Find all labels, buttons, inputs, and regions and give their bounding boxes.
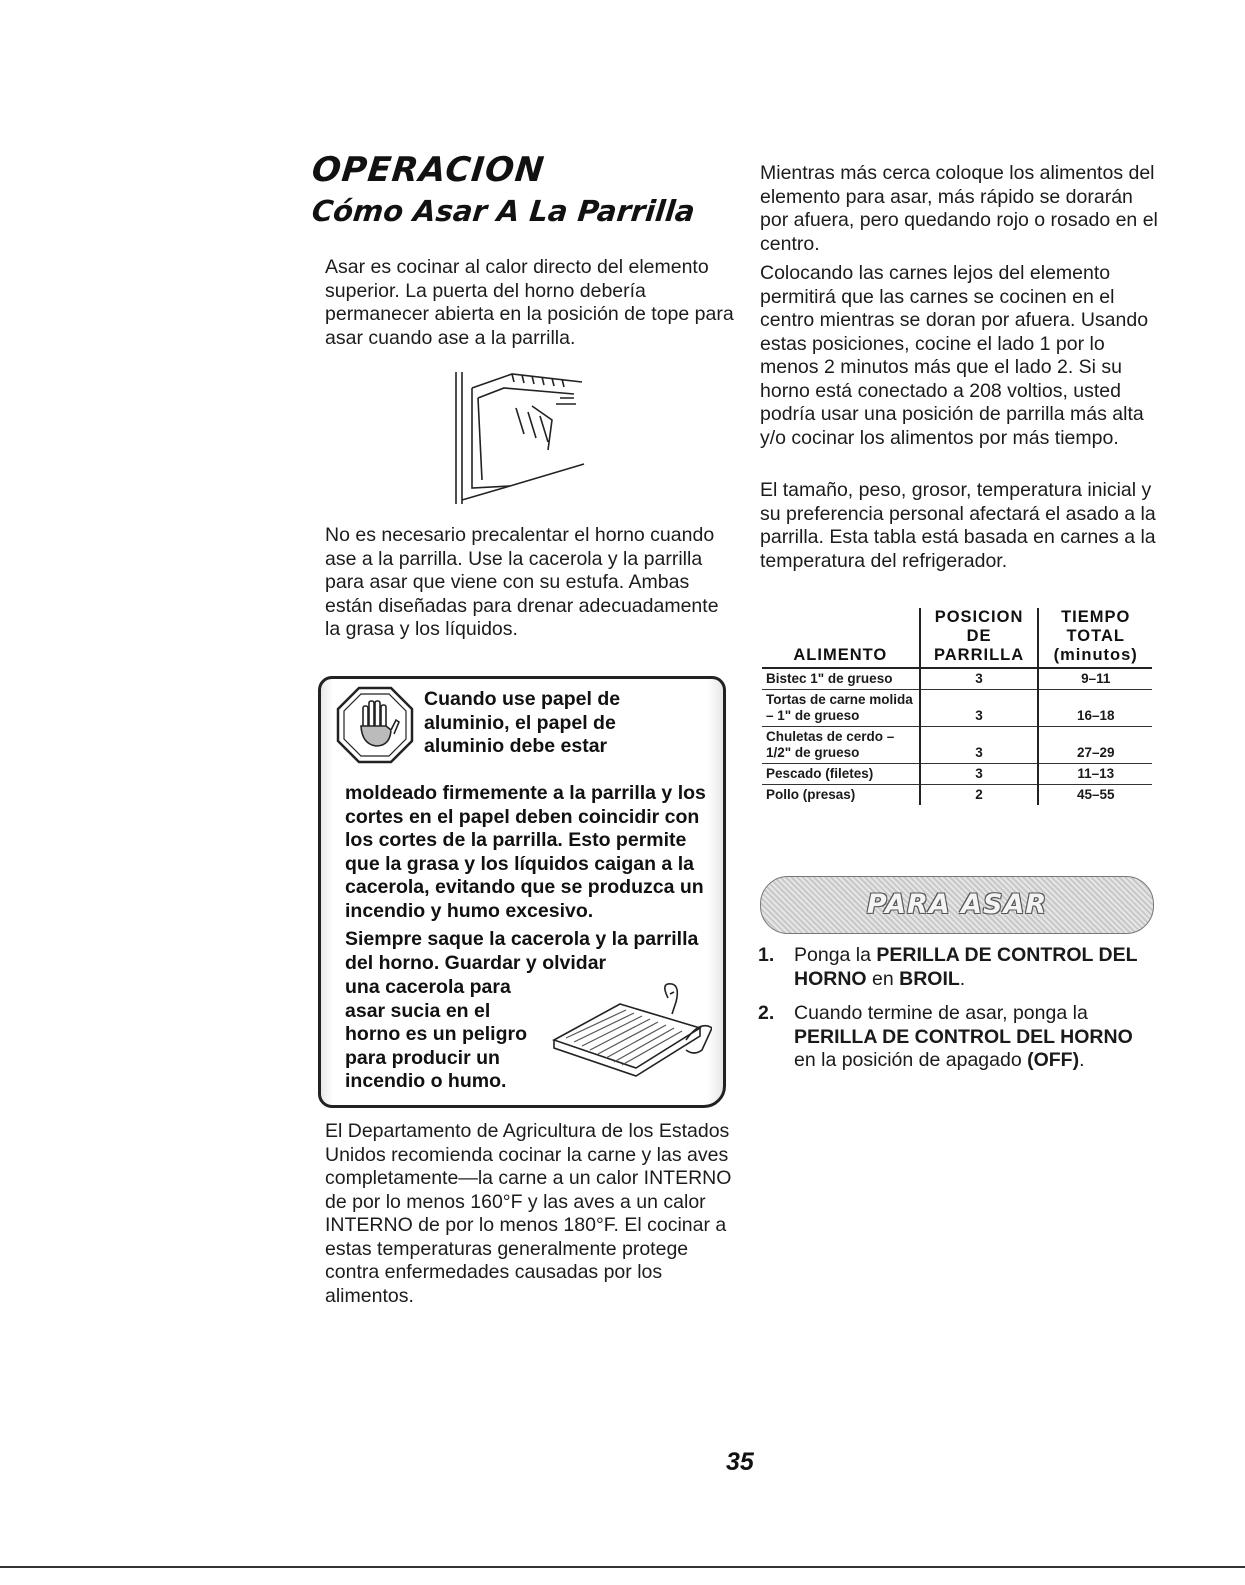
food-cell: Bistec 1" de grueso	[762, 668, 920, 690]
preheat-paragraph: No es necesario precalentar el horno cuando ase a la parrilla. Use la cacerola y la parrilla para asar que viene con su estufa. Ambas están diseñadas para drenar adecuadamente la grasa y los líquidos.	[325, 524, 719, 640]
control-knob-label: PERILLA DE CONTROL DEL HORNO	[794, 1025, 1133, 1048]
distance-close-paragraph: Mientras más cerca coloque los alimentos del elemento para asar, más rápido se dorarán por afuera, pero quedando rojo o rosado en el centro.	[760, 162, 1158, 255]
time-cell: 9–11	[1038, 668, 1152, 690]
step-number: 1.	[758, 944, 775, 966]
column-header-time: TIEMPO TOTAL (minutos)	[1038, 608, 1152, 668]
position-cell: 2	[920, 785, 1039, 806]
broil-time-table	[762, 608, 1152, 805]
time-cell: 16–18	[1038, 690, 1152, 727]
broil-pan-illustration	[550, 980, 712, 1080]
step-text-part: en	[866, 967, 900, 990]
step-2	[758, 1002, 1158, 1102]
step-number: 2.	[758, 1002, 775, 1024]
column-header-food: ALIMENTO	[793, 646, 888, 664]
section-heading: OPERACION	[309, 150, 547, 190]
table-row	[762, 764, 1152, 785]
position-cell: 3	[920, 690, 1039, 727]
position-cell: 3	[920, 727, 1039, 764]
step-text-part: .	[959, 967, 966, 990]
page-title: Cómo Asar A La Parrilla	[310, 194, 697, 228]
step-1	[758, 944, 1158, 996]
step-text-part: en la posición de apagado	[794, 1049, 1028, 1071]
food-cell: Pescado (filetes)	[762, 764, 920, 785]
usda-paragraph: El Departamento de Agricultura de los Estados Unidos recomienda cocinar la carne y las aves completamente—la carne a un calor INTERNO de por lo menos 160°F y las aves a un calor INTERNO de por lo menos 180°F. El cocinar a estas temperaturas generalmente protege contra enfermedades causadas por los alimentos.	[325, 1120, 732, 1307]
warning-text-4: una cacerola para asar sucia en el horno es un peligro para producir un incendio o humo.	[345, 976, 528, 1092]
oven-door-illustration	[452, 368, 592, 508]
table-header-row	[762, 608, 1152, 668]
factors-paragraph: El tamaño, peso, grosor, temperatura inicial y su preferencia personal afectará el asado a la parrilla. Esta tabla está basada en carnes a la temperatura del refrigerador.	[760, 479, 1156, 572]
step-text	[794, 1002, 1154, 1073]
time-cell: 11–13	[1038, 764, 1152, 785]
table-row	[762, 785, 1152, 806]
step-text-part: Ponga la	[794, 944, 877, 966]
time-cell: 27–29	[1038, 727, 1152, 764]
table-row	[762, 668, 1152, 690]
banner-title: PARA ASAR	[866, 889, 1048, 920]
warning-text-2: moldeado firmemente a la parrilla y los cortes en el papel deben coincidir con los cortes de la parrilla. Esto permite que la grasa y los líquidos caigan a la cacerola, evitando que se produzca un incendio y humo excesivo.	[345, 782, 706, 922]
stop-hand-icon	[336, 686, 414, 764]
table-row	[762, 690, 1152, 727]
para-asar-banner	[760, 876, 1154, 934]
food-cell: Pollo (presas)	[766, 787, 856, 802]
position-cell: 3	[920, 668, 1039, 690]
column-header-position: POSICION DE PARRILLA	[920, 608, 1039, 668]
step-text	[794, 944, 1154, 991]
step-text-part: .	[1079, 1049, 1085, 1071]
distance-far-paragraph: Colocando las carnes lejos del elemento permitirá que las carnes se cocinen en el centro mientras se doran por afuera. Usando estas posiciones, cocine el lado 1 por lo menos 2 minutos más que el lado 2. Si su horno está conectado a 208 voltios, usted podría usar una posición de parrilla más alta y/o cocinar los alimentos por más tiempo.	[760, 262, 1149, 449]
position-cell: 3	[920, 764, 1039, 785]
step-text-part: Cuando termine de asar, ponga la	[794, 1002, 1088, 1024]
page-number: 35	[726, 1448, 754, 1476]
food-cell: Chuletas de cerdo – 1/2" de grueso	[762, 727, 920, 764]
warning-text-1: Cuando use papel de aluminio, el papel de aluminio debe estar	[424, 688, 621, 757]
setting-label: BROIL	[899, 967, 960, 990]
warning-text-3: Siempre saque la cacerola y la parrilla del horno. Guardar y olvidar	[345, 928, 699, 974]
intro-paragraph: Asar es cocinar al calor directo del elemento superior. La puerta del horno debería permanecer abierta en la posición de tope para asar cuando ase a la parrilla.	[325, 256, 734, 349]
table-row	[762, 727, 1152, 764]
time-cell: 45–55	[1038, 785, 1152, 806]
food-cell: Tortas de carne molida – 1" de grueso	[762, 690, 920, 727]
bottom-divider	[0, 1566, 1245, 1568]
control-knob-label: PERILLA DE CONTROL DEL HORNO	[794, 944, 1138, 990]
setting-label: (OFF)	[1027, 1049, 1080, 1071]
